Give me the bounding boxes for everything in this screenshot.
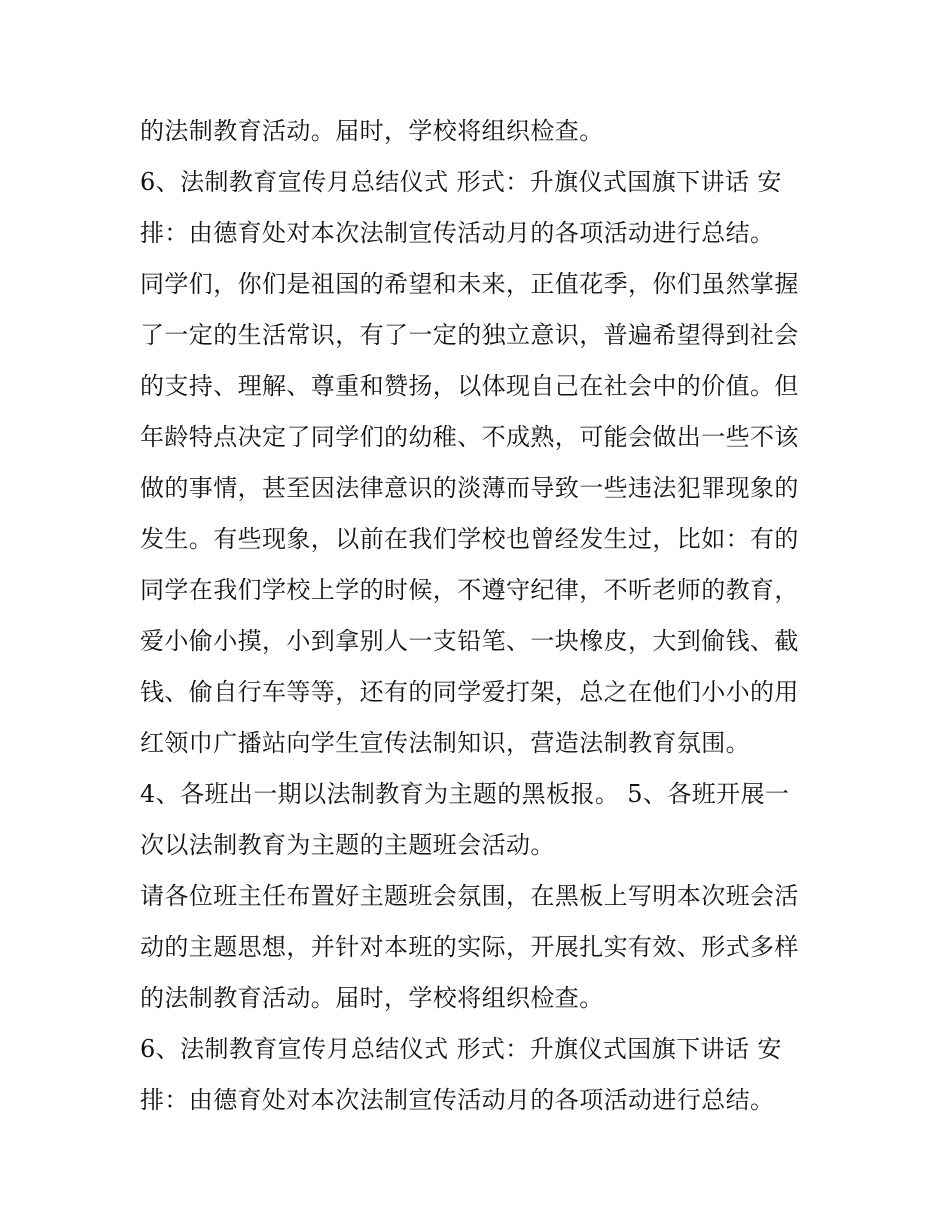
text-line-6: 的支持、理解、尊重和赞扬，以体现自己在社会中的价值。但 (140, 372, 799, 400)
text-line-7: 年龄特点决定了同学们的幼稚、不成熟，可能会做出一些不该 (140, 423, 799, 451)
text-line-15: 次以法制教育为主题的主题班会活动。 (140, 831, 555, 859)
text-line-1: 的法制教育活动。届时，学校将组织检查。 (140, 117, 604, 145)
document-body (140, 106, 820, 1126)
text-line-9: 发生。有些现象，以前在我们学校也曾经发生过，比如：有的 (140, 525, 799, 553)
text-line-4: 同学们，你们是祖国的希望和未来，正值花季，你们虽然掌握 (140, 270, 799, 298)
text-line-8: 做的事情，甚至因法律意识的淡薄而导致一些违法犯罪现象的 (140, 474, 799, 502)
text-line-12: 钱、偷自行车等等，还有的同学爱打架，总之在他们小小的用 (140, 678, 799, 706)
text-line-16: 请各位班主任布置好主题班会氛围，在黑板上写明本次班会活 (140, 882, 799, 910)
text-line-11: 爱小偷小摸，小到拿别人一支铅笔、一块橡皮，大到偷钱、截 (140, 627, 799, 655)
text-line-14: 4、各班出一期以法制教育为主题的黑板报。 5、各班开展一 (140, 780, 790, 808)
text-line-3: 排：由德育处对本次法制宣传活动月的各项活动进行总结。 (140, 219, 775, 247)
text-line-19: 6、法制教育宣传月总结仪式 形式：升旗仪式国旗下讲话 安 (140, 1035, 782, 1063)
text-line-13: 红领巾广播站向学生宣传法制知识，营造法制教育氛围。 (140, 729, 750, 757)
text-line-18: 的法制教育活动。届时，学校将组织检查。 (140, 984, 604, 1012)
text-line-10: 同学在我们学校上学的时候，不遵守纪律，不听老师的教育， (140, 576, 799, 604)
text-line-17: 动的主题思想，并针对本班的实际，开展扎实有效、形式多样 (140, 933, 799, 961)
text-line-20: 排：由德育处对本次法制宣传活动月的各项活动进行总结。 (140, 1086, 775, 1114)
text-line-5: 了一定的生活常识，有了一定的独立意识，普遍希望得到社会 (140, 321, 799, 349)
text-line-2: 6、法制教育宣传月总结仪式 形式：升旗仪式国旗下讲话 安 (140, 168, 782, 196)
